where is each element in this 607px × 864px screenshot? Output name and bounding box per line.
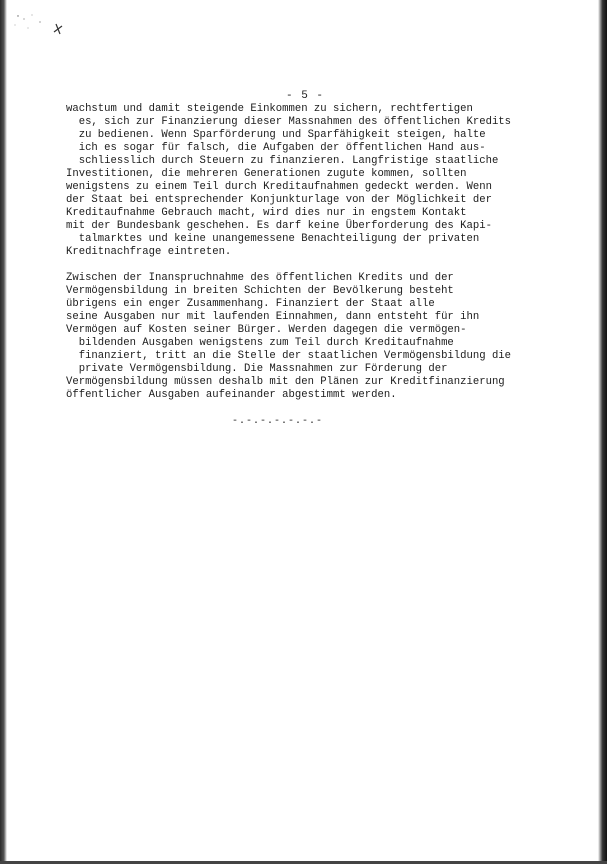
text-line: talmarktes und keine unangemessene Benachteiligung der privaten (66, 233, 480, 245)
text-line: öffentlicher Ausgaben aufeinander abgestimmt werden. (66, 389, 397, 401)
text-line: bildenden Ausgaben wenigstens zum Teil durch Kreditaufnahme (66, 337, 454, 349)
text-line: Investitionen, die mehreren Generationen zugute kommen, sollten (66, 168, 467, 180)
text-line: ich es sogar für falsch, die Aufgaben der öffentlichen Hand aus- (66, 142, 486, 154)
scan-edge-right (598, 0, 607, 864)
text-line: zu bedienen. Wenn Sparförderung und Sparfähigkeit steigen, halte (66, 129, 486, 141)
text-line: übrigens ein enger Zusammenhang. Finanziert der Staat alle (66, 298, 435, 310)
text-line: es, sich zur Finanzierung dieser Massnahmen des öffentlichen Kredits (66, 116, 512, 128)
paragraph-credit-financing (66, 103, 596, 259)
page-number: - 5 - (286, 90, 325, 102)
text-line: wenigstens zu einem Teil durch Kreditaufnahmen gedeckt werden. Wenn (66, 181, 492, 193)
text-line: Kreditaufnahme Gebrauch macht, wird dies nur in engstem Kontakt (66, 207, 467, 219)
text-line: der Staat bei entsprechender Konjunkturlage von der Möglichkeit der (66, 194, 492, 206)
corner-smudge-mark (10, 10, 70, 40)
text-line: Kreditnachfrage eintreten. (66, 246, 232, 258)
text-line: Zwischen der Inanspruchnahme des öffentlichen Kredits und der (66, 272, 454, 284)
paragraph-asset-formation (66, 272, 596, 402)
text-line: mit der Bundesbank geschehen. Es darf keine Überforderung des Kapi- (66, 220, 492, 232)
end-of-section-mark: -.-.-.-.-.-.- (232, 416, 324, 427)
text-line: private Vermögensbildung. Die Massnahmen zur Förderung der (66, 363, 448, 375)
scan-edge-left (0, 0, 7, 864)
text-line: seine Ausgaben nur mit laufenden Einnahmen, dann entsteht für ihn (66, 311, 480, 323)
text-line: Vermögensbildung müssen deshalb mit den Plänen zur Kreditfinanzierung (66, 376, 505, 388)
text-line: Vermögensbildung in breiten Schichten der Bevölkerung besteht (66, 285, 454, 297)
text-line: finanziert, tritt an die Stelle der staatlichen Vermögensbildung die (66, 350, 512, 362)
text-line: Vermögen auf Kosten seiner Bürger. Werden dagegen die vermögen- (66, 324, 467, 336)
body-text (66, 103, 596, 402)
text-line: schliesslich durch Steuern zu finanzieren. Langfristige staatliche (66, 155, 499, 167)
text-line: wachstum und damit steigende Einkommen zu sichern, rechtfertigen (66, 103, 473, 115)
